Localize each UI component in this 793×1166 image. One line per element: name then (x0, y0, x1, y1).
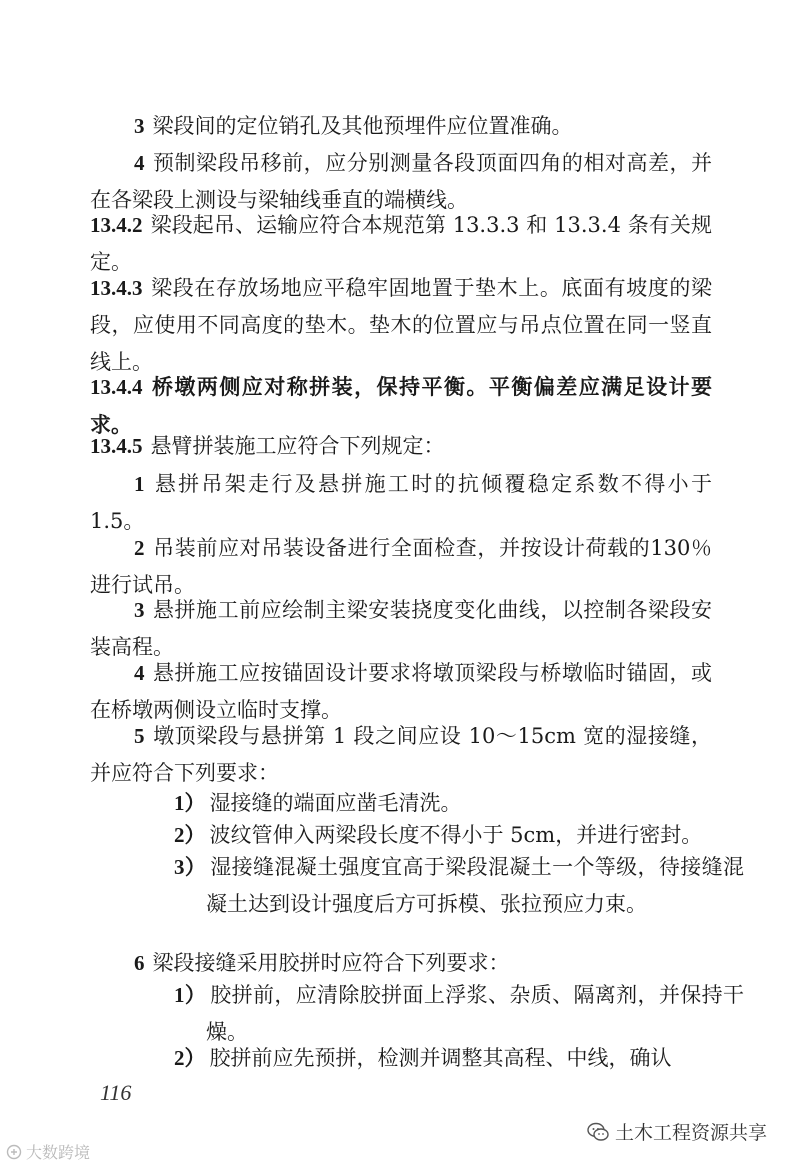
sub-item-text: 胶拼前应先预拼，检测并调整其高程、中线，确认 (209, 1046, 672, 1070)
watermark-right-text: 土木工程资源共享 (614, 1122, 767, 1144)
sub-item-number: 1） (174, 791, 206, 815)
item-number: 3 (134, 598, 145, 622)
sub-item-5-3 (174, 849, 744, 923)
clause-text: 桥墩两侧应对称拼装，保持平衡。平衡偏差应满足设计要求。 (90, 374, 712, 437)
clause-number: 13.4.3 (90, 276, 143, 300)
item-text: 吊装前应对吊装设备进行全面检查，并按设计荷载的130％进行试吊。 (90, 536, 712, 597)
item-text: 墩顶梁段与悬拼第 1 段之间应设 10～15cm 宽的湿接缝，并应符合下列要求： (90, 724, 712, 785)
item-text: 梁段接缝采用胶拼时应符合下列要求： (152, 951, 510, 975)
item-text: 悬拼施工应按锚固设计要求将墩顶梁段与桥墩临时锚固，或在桥墩两侧设立临时支撑。 (90, 661, 712, 722)
paragraph-3 (90, 108, 712, 145)
watermark-left (6, 1140, 90, 1163)
item-number: 2 (134, 536, 145, 560)
item-number: 4 (134, 661, 145, 685)
item-text: 悬拼施工前应绘制主梁安装挠度变化曲线，以控制各梁段安装高程。 (90, 598, 712, 659)
clause-number: 4 (134, 151, 145, 175)
clause-text: 梁段在存放场地应平稳牢固地置于垫木上。底面有坡度的梁段，应使用不同高度的垫木。垫木的位置应与吊点位置在同一竖直线上。 (90, 276, 712, 374)
clause-number: 13.4.2 (90, 213, 143, 237)
clause-text: 梁段起吊、运输应符合本规范第 13.3.3 和 13.3.4 条有关规定。 (90, 213, 712, 274)
sub-item-text: 胶拼前，应清除胶拼面上浮浆、杂质、隔离剂，并保持干燥。 (206, 983, 745, 1044)
watermark-left-text: 大数跨境 (26, 1143, 91, 1162)
clause-number: 13.4.4 (90, 375, 143, 399)
watermark-right (587, 1118, 767, 1145)
brand-logo-icon (6, 1144, 22, 1160)
page-number: 116 (100, 1080, 132, 1105)
sub-item-number: 3） (174, 855, 207, 879)
item-number: 1 (134, 472, 145, 496)
wechat-icon (587, 1121, 609, 1143)
clause-text: 梁段间的定位销孔及其他预埋件应位置准确。 (152, 114, 573, 138)
sub-item-number: 1） (174, 983, 207, 1007)
item-number: 5 (134, 724, 145, 748)
item-number: 6 (134, 951, 145, 975)
sub-item-text: 波纹管伸入两梁段长度不得小于 5cm，并进行密封。 (209, 823, 703, 847)
clause-text: 悬臂拼装施工应符合下列规定： (150, 434, 445, 458)
clause-text: 预制梁段吊移前，应分别测量各段顶面四角的相对高差，并在各梁段上测设与梁轴线垂直的端横线。 (90, 151, 712, 212)
clause-13-4-3 (90, 270, 712, 381)
sub-item-number: 2） (174, 823, 206, 847)
clause-number: 3 (134, 114, 145, 138)
sub-item-text: 湿接缝的端面应凿毛清洗。 (209, 791, 462, 815)
item-text: 悬拼吊架走行及悬拼施工时的抗倾覆稳定系数不得小于 1.5。 (90, 472, 712, 533)
sub-item-number: 2） (174, 1046, 206, 1070)
clause-number: 13.4.5 (90, 434, 143, 458)
item-5 (90, 718, 712, 792)
sub-item-6-2 (174, 1040, 744, 1077)
sub-item-text: 湿接缝混凝土强度宜高于梁段混凝土一个等级，待接缝混凝土达到设计强度后方可拆模、张拉预应力束。 (206, 855, 745, 916)
clause-13-4-5 (90, 428, 712, 465)
item-1 (90, 466, 712, 540)
